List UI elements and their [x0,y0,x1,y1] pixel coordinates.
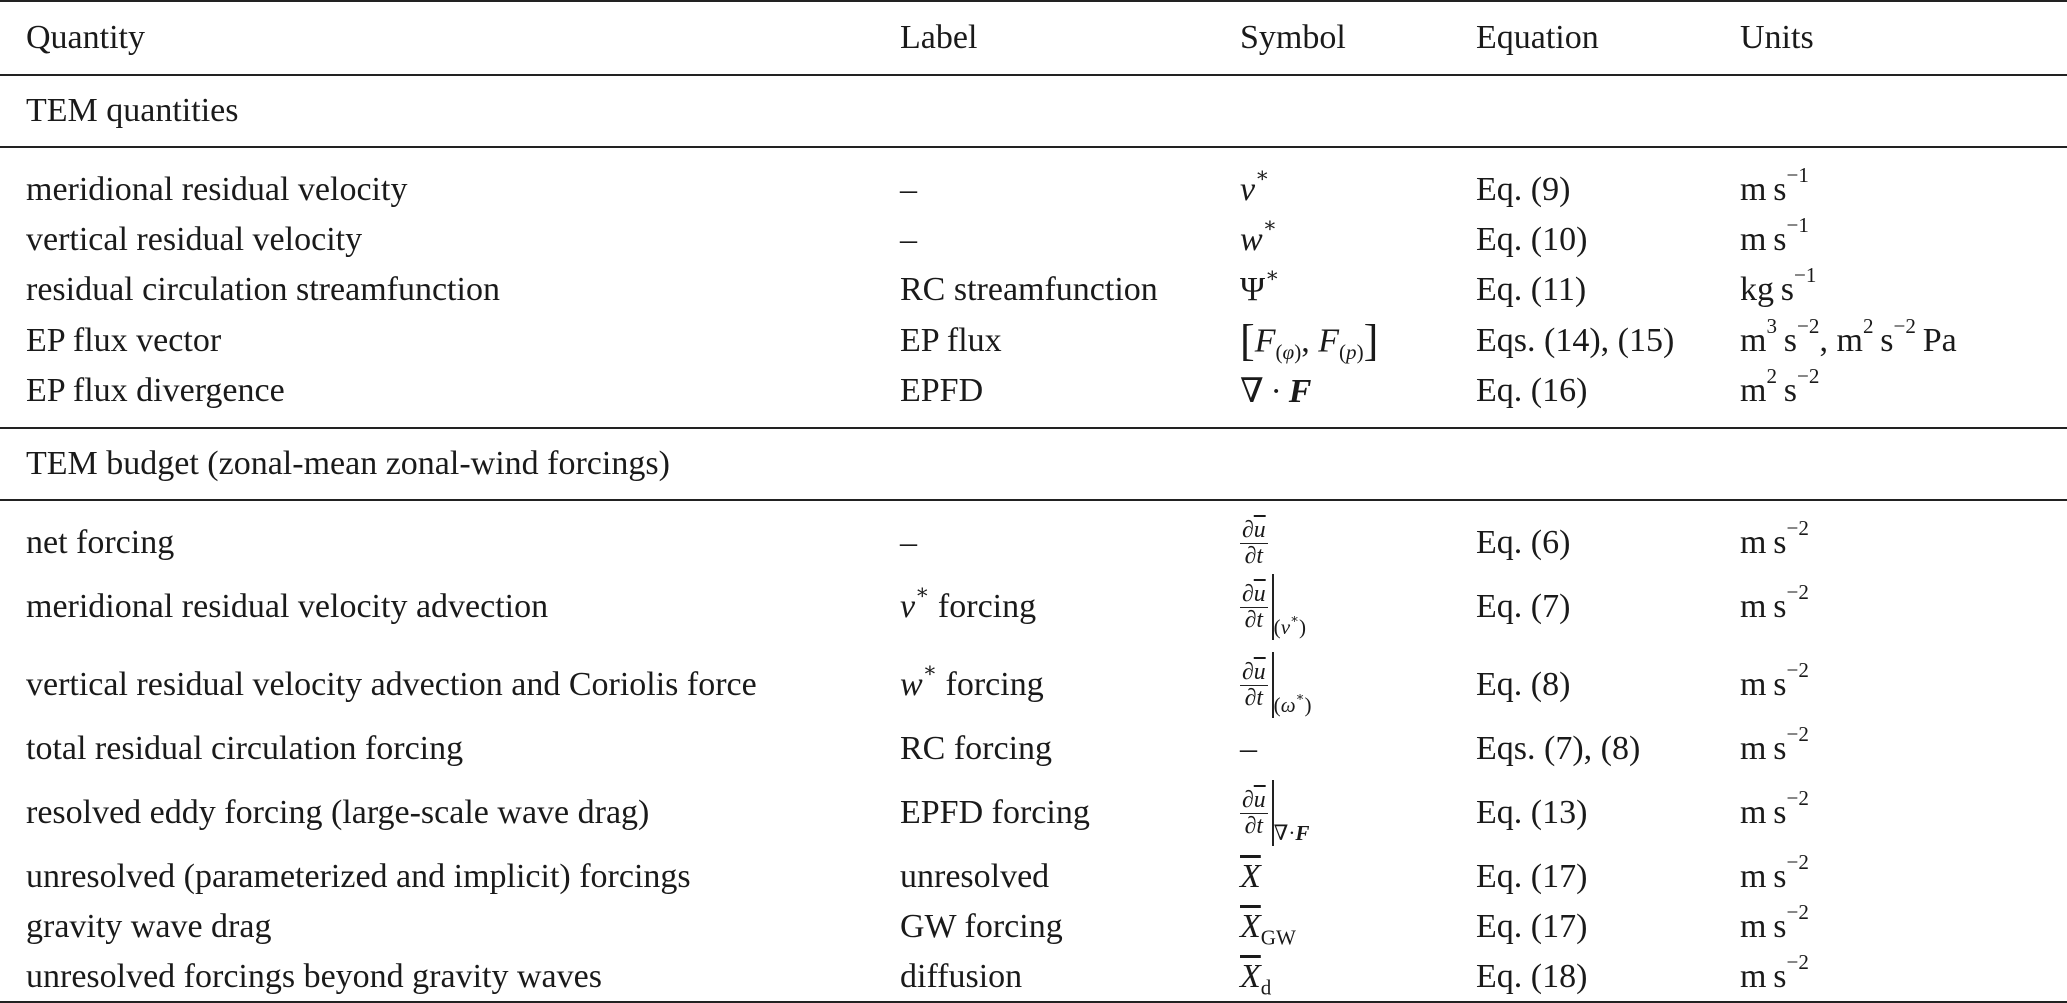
units-cell: m $s^{-2}$ [1740,516,1809,561]
header-row [0,1,2067,75]
quantity-cell: total residual circulation forcing [26,730,464,767]
units-cell: m $s^{-1}$ [1740,163,1809,208]
symbol-cell: $\frac{\partial\overline{u}}{\partial t}$ $_{(\omega^∗)}$ [1214,646,1450,724]
table-row [0,774,2067,852]
label-cell: EPFD forcing [900,794,1090,831]
equation-cell: Eq. (17) [1476,908,1588,945]
equation-cell: Eq. (6) [1476,524,1571,561]
quantity-cell: vertical residual velocity advection and Coriolis force [26,666,757,703]
units-cell: m $s^{-2}$ [1740,658,1809,703]
symbol-cell: w∗ [1240,213,1278,258]
units-cell: m $s^{-2}$ [1740,786,1809,831]
label-cell: EPFD [900,372,984,409]
equation-cell: Eq. (16) [1476,372,1588,409]
units-cell: m $s^{-2}$ [1740,580,1809,625]
quantity-cell: net forcing [26,524,175,561]
quantity-cell: meridional residual velocity [26,171,408,208]
table-row [0,265,2067,315]
symbol-cell: $\frac{\partial\overline{u}}{\partial t}$ $_{(v^∗)}$ [1214,568,1450,646]
quantity-cell: residual circulation streamfunction [26,271,500,308]
symbol-cell: $\overline{X}_d$ [1214,952,1450,1002]
units-cell: $m^2$ $s^{-2}$ [1740,364,1820,409]
header-symbol: Symbol [1214,1,1450,75]
label-cell: diffusion [874,952,1214,1002]
header-label: Label [874,1,1214,75]
symbol-cell: Ψ∗ [1240,263,1280,308]
equation-cell: Eqs. (7), (8) [1476,730,1641,767]
symbol-cell: $\frac{\partial\overline{u}}{\partial t}$ [1242,517,1266,569]
equation-cell: Eq. (11) [1476,271,1587,308]
table-row [0,646,2067,724]
label-cell: – [900,221,917,258]
units-cell: m $s^{-1}$ [1740,213,1809,258]
quantity-cell: EP flux vector [26,321,222,359]
table-row [0,165,2067,215]
label-cell: unresolved [900,858,1050,895]
quantity-cell: resolved eddy forcing (large-scale wave drag) [26,794,650,831]
table-row [0,518,2067,568]
table-row [0,902,2067,952]
section-title: TEM budget (zonal-mean zonal-wind forcings) [0,428,2067,500]
symbol-cell: ∇ · F [1240,373,1312,410]
equation-cell: Eq. (17) [1476,858,1588,895]
label-cell: RC streamfunction [900,271,1158,308]
section-title: TEM quantities [0,75,2067,147]
table-row [0,568,2067,646]
label-cell: – [900,171,917,208]
equation-cell: Eq. (9) [1476,171,1571,208]
equation-cell: Eq. (18) [1450,952,1714,1002]
label-cell: RC forcing [900,730,1053,767]
table-row [0,315,2067,366]
table-row [0,952,2067,1002]
equation-cell: Eq. (13) [1476,794,1588,831]
table-row [0,852,2067,902]
symbol-cell: v∗ [1240,163,1270,208]
quantity-cell: unresolved forcings beyond gravity waves [0,952,874,1002]
units-cell: kg $s^{-1}$ [1740,263,1817,308]
equation-cell: Eq. (10) [1476,221,1588,258]
quantity-cell: EP flux divergence [26,372,285,409]
label-cell: – [900,524,917,561]
units-cell: m $s^{-2}$ [1740,900,1809,945]
label-cell: w∗ forcing [900,658,1044,703]
units-cell: m $s^{-2}$ [1740,850,1809,895]
label-cell: EP flux [900,321,1002,359]
symbol-cell: $\overline{X}$ [1240,858,1261,895]
units-cell: $m^3$ $s^{-2}$, $m^2$ $s^{-2}$ Pa [1740,313,1957,359]
symbol-cell: $\overline{X}_{GW}$ [1240,908,1296,950]
label-cell: v∗ forcing [900,580,1037,625]
quantity-cell: gravity wave drag [26,908,272,945]
header-quantity: Quantity [0,1,874,75]
equation-cell: Eq. (7) [1476,588,1571,625]
table-row [0,366,2067,416]
header-equation: Equation [1450,1,1714,75]
header-units: Units [1714,1,2067,75]
symbol-cell: [$F_{(\varphi)}$, $F_{(p)}$] [1240,316,1379,365]
quantity-cell: vertical residual velocity [26,221,363,258]
equation-cell: Eq. (8) [1476,666,1571,703]
table-row [0,215,2067,265]
symbol-cell: – [1240,730,1257,767]
units-cell: m $s^{-2}$ [1714,952,2067,1002]
symbol-cell: $\frac{\partial\overline{u}}{\partial t}$ $_{\nabla\cdot F}$ [1214,774,1450,852]
quantity-cell: unresolved (parameterized and implicit) forcings [26,858,691,895]
table-row [0,724,2067,774]
section-title-row [0,428,2067,500]
quantity-cell: meridional residual velocity advection [26,588,549,625]
section-title-row [0,75,2067,147]
units-cell: m $s^{-2}$ [1740,722,1809,767]
equation-cell: Eqs. (14), (15) [1476,321,1675,359]
label-cell: GW forcing [900,908,1063,945]
